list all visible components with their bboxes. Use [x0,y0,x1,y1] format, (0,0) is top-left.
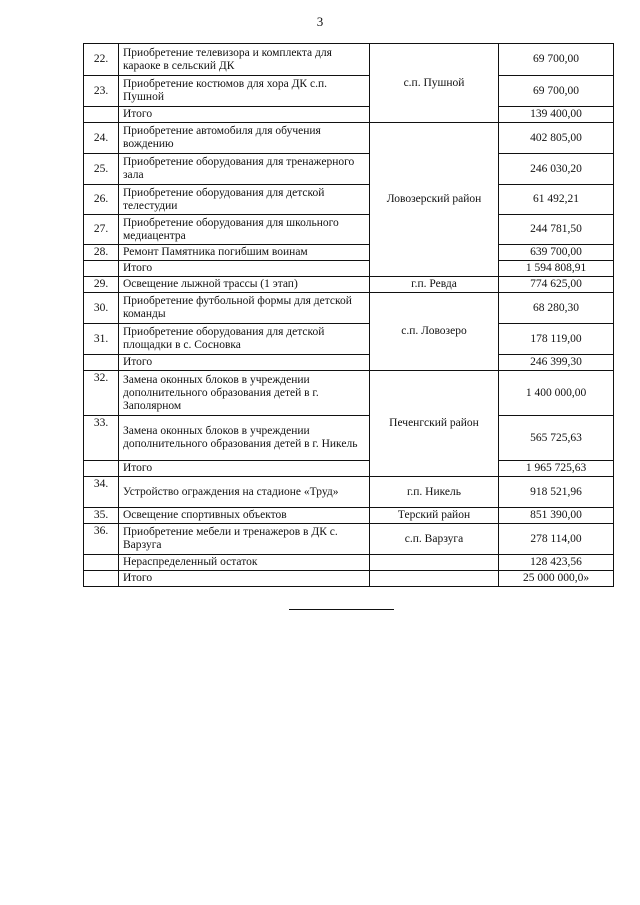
row-amount: 61 492,21 [499,185,614,215]
row-amount: 178 119,00 [499,324,614,355]
row-description: Приобретение оборудования для детской телестудии [119,185,370,215]
row-number: 23. [84,76,119,107]
row-amount: 851 390,00 [499,508,614,524]
subtotal-row [84,355,614,371]
row-number: 33. [84,416,119,461]
row-number [84,461,119,477]
row-description: Освещение лыжной трассы (1 этап) [119,277,370,293]
row-number: 26. [84,185,119,215]
row-amount: 918 521,96 [499,477,614,508]
table-row [84,245,614,261]
end-divider [289,609,394,610]
row-amount: 278 114,00 [499,524,614,555]
row-amount: 69 700,00 [499,44,614,76]
remainder-row [84,555,614,571]
row-number [84,571,119,587]
page-number: 3 [316,14,324,29]
table-row [84,123,614,154]
row-amount: 246 030,20 [499,154,614,185]
row-description: Приобретение автомобиля для обучения вождению [119,123,370,154]
row-amount: 402 805,00 [499,123,614,154]
row-number: 34. [84,477,119,508]
location-cell: с.п. Пушной [370,44,499,123]
location-cell: с.п. Ловозеро [370,293,499,371]
table-row [84,416,614,461]
table-row [84,508,614,524]
row-amount: 565 725,63 [499,416,614,461]
row-description: Приобретение футбольной формы для детской команды [119,293,370,324]
grand-total-row [84,571,614,587]
row-description: Замена оконных блоков в учреждении дополнительного образования детей в г. Никель [119,416,370,461]
row-description: Устройство ограждения на стадионе «Труд» [119,477,370,508]
row-description: Приобретение оборудования для детской площадки в с. Сосновка [119,324,370,355]
table-row [84,293,614,324]
row-number: 32. [84,371,119,416]
table-row [84,185,614,215]
row-number [84,261,119,277]
table-row [84,215,614,245]
row-description: Приобретение мебели и тренажеров в ДК с. Варзуга [119,524,370,555]
row-amount: 69 700,00 [499,76,614,107]
row-amount: 128 423,56 [499,555,614,571]
row-number: 27. [84,215,119,245]
row-amount: 1 400 000,00 [499,371,614,416]
location-cell: с.п. Варзуга [370,524,499,555]
table-row [84,477,614,508]
row-description: Ремонт Памятника погибшим воинам [119,245,370,261]
row-number [84,355,119,371]
row-description: Нераспределенный остаток [119,555,370,571]
row-description: Итого [119,261,370,277]
table-row [84,76,614,107]
row-number: 25. [84,154,119,185]
row-description: Освещение спортивных объектов [119,508,370,524]
row-description: Итого [119,571,370,587]
row-description: Приобретение телевизора и комплекта для караоке в сельский ДК [119,44,370,76]
row-number: 29. [84,277,119,293]
row-number: 22. [84,44,119,76]
row-number: 28. [84,245,119,261]
row-description: Итого [119,461,370,477]
row-amount: 1 594 808,91 [499,261,614,277]
row-amount: 639 700,00 [499,245,614,261]
subtotal-row [84,461,614,477]
subtotal-row [84,261,614,277]
subtotal-row [84,107,614,123]
row-number: 24. [84,123,119,154]
row-amount: 139 400,00 [499,107,614,123]
row-amount: 25 000 000,0» [499,571,614,587]
row-number: 31. [84,324,119,355]
row-description: Замена оконных блоков в учреждении дополнительного образования детей в г. Заполярном [119,371,370,416]
table-row [84,324,614,355]
table-row [84,277,614,293]
row-description: Итого [119,355,370,371]
location-cell: г.п. Ревда [370,277,499,293]
location-cell: Ловозерский район [370,123,499,277]
table-row [84,524,614,555]
row-number: 36. [84,524,119,555]
row-number [84,107,119,123]
row-number: 30. [84,293,119,324]
row-number: 35. [84,508,119,524]
location-cell: Терский район [370,508,499,524]
row-description: Приобретение оборудования для тренажерного зала [119,154,370,185]
row-amount: 246 399,30 [499,355,614,371]
table-row [84,44,614,76]
location-cell: Печенгский район [370,371,499,477]
row-amount: 1 965 725,63 [499,461,614,477]
location-cell: г.п. Никель [370,477,499,508]
location-cell [370,555,499,571]
row-description: Приобретение костюмов для хора ДК с.п. Пушной [119,76,370,107]
row-amount: 68 280,30 [499,293,614,324]
row-amount: 244 781,50 [499,215,614,245]
row-description: Итого [119,107,370,123]
row-amount: 774 625,00 [499,277,614,293]
table-row [84,371,614,416]
budget-table [83,43,614,587]
row-description: Приобретение оборудования для школьного медиацентра [119,215,370,245]
row-number [84,555,119,571]
table-row [84,154,614,185]
location-cell [370,571,499,587]
